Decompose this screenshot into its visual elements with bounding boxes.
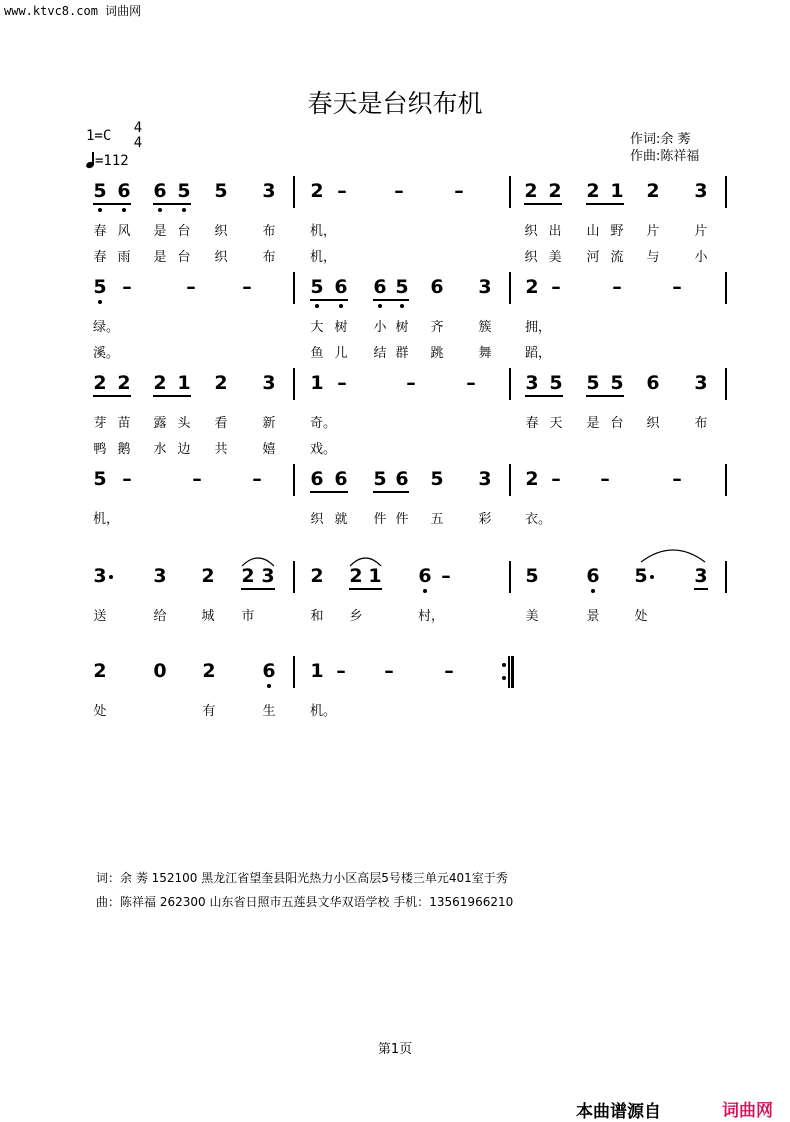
- repeat-dot: [502, 676, 506, 680]
- dash-sustain: –: [600, 468, 610, 490]
- note: 3: [261, 565, 275, 587]
- lyric-char: 结: [373, 346, 387, 361]
- site-logo: 词曲网: [722, 1101, 773, 1121]
- lyric-char: 天: [549, 416, 563, 431]
- note: 5: [177, 180, 191, 202]
- note: 0: [153, 660, 167, 682]
- lyric-char: 戏。: [309, 442, 337, 457]
- time-signature: [132, 121, 144, 151]
- lyric-char: 衣。: [524, 512, 552, 527]
- lyric-char: 处: [93, 704, 107, 719]
- note: 2: [646, 180, 660, 202]
- lyric-char: 共: [214, 442, 228, 457]
- lyric-char: 件: [373, 512, 387, 527]
- low-octave-dot: [378, 304, 382, 308]
- barline: [725, 176, 727, 208]
- augmentation-dot: [650, 575, 654, 579]
- beam-line: [93, 203, 131, 205]
- lyric-char: 大: [310, 320, 324, 335]
- lyric-char: 鸭: [93, 442, 107, 457]
- lyric-char: 新: [262, 416, 276, 431]
- beam-line: [524, 203, 562, 205]
- dash-sustain: –: [672, 276, 682, 298]
- lyric-char: 溪。: [92, 346, 120, 361]
- key-signature: 1=C: [86, 128, 112, 144]
- barline: [509, 368, 511, 400]
- page-number: 第1页: [377, 1042, 413, 1057]
- note: 6: [586, 565, 600, 587]
- song-title: 春天是台织布机: [307, 89, 483, 118]
- lyric-char: 台: [610, 416, 624, 431]
- note: 5: [214, 180, 228, 202]
- low-octave-dot: [400, 304, 404, 308]
- augmentation-dot: [109, 575, 113, 579]
- note: 3: [525, 372, 539, 394]
- barline: [293, 561, 295, 593]
- lyric-char: 蹈，: [524, 346, 552, 361]
- tempo-marking: [86, 152, 129, 169]
- note: 5: [93, 276, 107, 298]
- lyric-char: 乡: [349, 609, 363, 624]
- dash-sustain: –: [466, 372, 476, 394]
- note: 3: [478, 468, 492, 490]
- note: 2: [310, 565, 324, 587]
- slur-tie: [348, 556, 383, 568]
- note: 6: [334, 276, 348, 298]
- note: 5: [93, 468, 107, 490]
- lyric-char: 城: [201, 609, 215, 624]
- lyricist-credit: 作词:余 莠: [630, 132, 691, 147]
- beam-line: [241, 588, 275, 590]
- note: 3: [262, 180, 276, 202]
- time-signature-numerator: 4: [133, 120, 143, 136]
- note: 3: [694, 180, 708, 202]
- note: 1: [368, 565, 382, 587]
- quarter-note-icon: [86, 152, 95, 168]
- barline: [293, 464, 295, 496]
- note: 6: [395, 468, 409, 490]
- note: 2: [310, 180, 324, 202]
- barline: [725, 561, 727, 593]
- note: 2: [93, 660, 107, 682]
- lyric-char: 生: [262, 704, 276, 719]
- dash-sustain: –: [384, 660, 394, 682]
- lyric-char: 小: [373, 320, 387, 335]
- note: 2: [586, 180, 600, 202]
- note: 6: [310, 468, 324, 490]
- note: 6: [430, 276, 444, 298]
- time-signature-denominator: 4: [133, 135, 143, 151]
- lyric-char: 机，: [92, 512, 120, 527]
- barline: [725, 368, 727, 400]
- note: 5: [310, 276, 324, 298]
- source-label: 本曲谱源自: [576, 1102, 661, 1122]
- dash-sustain: –: [122, 468, 132, 490]
- lyric-char: 村，: [417, 609, 445, 624]
- note: 6: [334, 468, 348, 490]
- lyric-char: 台: [177, 250, 191, 265]
- barline: [509, 272, 511, 304]
- dash-sustain: –: [551, 468, 561, 490]
- lyric-char: 鹅: [117, 442, 131, 457]
- lyric-char: 彩: [478, 512, 492, 527]
- lyric-char: 织: [310, 512, 324, 527]
- dash-sustain: –: [672, 468, 682, 490]
- repeat-dot: [502, 663, 506, 667]
- barline: [293, 656, 295, 688]
- beam-line: [310, 491, 348, 493]
- note: 5: [610, 372, 624, 394]
- lyric-char: 山: [586, 224, 600, 239]
- note: 3: [262, 372, 276, 394]
- lyric-char: 机，: [309, 224, 337, 239]
- beam-line: [349, 588, 382, 590]
- barline: [293, 272, 295, 304]
- lyric-char: 看: [214, 416, 228, 431]
- note: 2: [525, 468, 539, 490]
- note: 2: [214, 372, 228, 394]
- beam-line: [153, 203, 191, 205]
- lyric-char: 台: [177, 224, 191, 239]
- dash-sustain: –: [186, 276, 196, 298]
- dash-sustain: –: [441, 565, 451, 587]
- note: 5: [395, 276, 409, 298]
- lyric-char: 机，: [309, 250, 337, 265]
- note: 1: [310, 660, 324, 682]
- lyric-char: 织: [524, 250, 538, 265]
- lyric-char: 织: [524, 224, 538, 239]
- note: 5: [634, 565, 648, 587]
- note: 6: [373, 276, 387, 298]
- lyric-char: 织: [214, 250, 228, 265]
- lyric-char: 市: [241, 609, 255, 624]
- lyric-char: 露: [153, 416, 167, 431]
- lyric-char: 春: [93, 224, 107, 239]
- dash-sustain: –: [337, 180, 347, 202]
- note: 5: [586, 372, 600, 394]
- lyric-char: 出: [548, 224, 562, 239]
- tempo-value: =112: [95, 153, 129, 169]
- beam-line: [694, 588, 708, 590]
- note: 3: [694, 565, 708, 587]
- lyric-char: 簇: [478, 320, 492, 335]
- lyric-char: 布: [694, 416, 708, 431]
- note: 1: [610, 180, 624, 202]
- lyric-char: 布: [262, 250, 276, 265]
- low-octave-dot: [591, 589, 595, 593]
- lyric-char: 有: [202, 704, 216, 719]
- lyric-char: 嬉: [262, 442, 276, 457]
- lyric-char: 河: [586, 250, 600, 265]
- footer-composer-info: 曲：陈祥福 262300 山东省日照市五莲县文华双语学校 手机：13561966210: [96, 895, 514, 909]
- note: 6: [262, 660, 276, 682]
- note: 2: [349, 565, 363, 587]
- lyric-char: 片: [646, 224, 660, 239]
- lyric-char: 树: [395, 320, 409, 335]
- note: 5: [373, 468, 387, 490]
- note: 3: [478, 276, 492, 298]
- lyric-char: 边: [177, 442, 191, 457]
- lyric-char: 景: [586, 609, 600, 624]
- note: 6: [117, 180, 131, 202]
- dash-sustain: –: [394, 180, 404, 202]
- note: 1: [310, 372, 324, 394]
- barline: [293, 176, 295, 208]
- beam-line: [153, 395, 191, 397]
- footer-lyricist-info: 词：余 莠 152100 黑龙江省望奎县阳光热力小区高层5号楼三单元401室于秀: [96, 871, 508, 885]
- dash-sustain: –: [192, 468, 202, 490]
- note: 2: [241, 565, 255, 587]
- low-octave-dot: [98, 208, 102, 212]
- lyric-char: 织: [214, 224, 228, 239]
- beam-line: [93, 395, 131, 397]
- slur-tie: [639, 548, 707, 564]
- barline: [509, 464, 511, 496]
- lyric-char: 舞: [478, 346, 492, 361]
- lyric-char: 给: [153, 609, 167, 624]
- lyric-char: 儿: [334, 346, 348, 361]
- lyric-char: 片: [694, 224, 708, 239]
- lyric-char: 水: [153, 442, 167, 457]
- note: 3: [694, 372, 708, 394]
- final-barline-thin: [508, 656, 510, 688]
- dash-sustain: –: [242, 276, 252, 298]
- lyric-char: 件: [395, 512, 409, 527]
- lyric-char: 拥，: [524, 320, 552, 335]
- lyric-char: 鱼: [310, 346, 324, 361]
- note: 2: [548, 180, 562, 202]
- note: 3: [93, 565, 107, 587]
- lyric-char: 春: [93, 250, 107, 265]
- low-octave-dot: [423, 589, 427, 593]
- note: 5: [430, 468, 444, 490]
- lyric-char: 美: [548, 250, 562, 265]
- lyric-char: 五: [430, 512, 444, 527]
- lyric-char: 送: [93, 609, 107, 624]
- lyric-char: 流: [610, 250, 624, 265]
- low-octave-dot: [315, 304, 319, 308]
- note: 5: [93, 180, 107, 202]
- note: 2: [525, 276, 539, 298]
- lyric-char: 奇。: [309, 416, 337, 431]
- dash-sustain: –: [454, 180, 464, 202]
- lyric-char: 齐: [430, 320, 444, 335]
- note: 1: [177, 372, 191, 394]
- lyric-char: 风: [117, 224, 131, 239]
- barline: [725, 272, 727, 304]
- lyric-char: 布: [262, 224, 276, 239]
- barline: [509, 176, 511, 208]
- lyric-char: 就: [334, 512, 348, 527]
- beam-line: [373, 299, 409, 301]
- note: 6: [418, 565, 432, 587]
- dash-sustain: –: [337, 372, 347, 394]
- lyric-char: 处: [634, 609, 648, 624]
- beam-line: [373, 491, 409, 493]
- note: 2: [93, 372, 107, 394]
- note: 6: [153, 180, 167, 202]
- dash-sustain: –: [252, 468, 262, 490]
- lyric-char: 织: [646, 416, 660, 431]
- slur-tie: [240, 556, 276, 568]
- note: 5: [525, 565, 539, 587]
- low-octave-dot: [339, 304, 343, 308]
- dash-sustain: –: [406, 372, 416, 394]
- lyric-char: 头: [177, 416, 191, 431]
- beam-line: [525, 395, 563, 397]
- watermark: www.ktvc8.com 词曲网: [4, 4, 142, 18]
- beam-line: [586, 395, 624, 397]
- lyric-char: 群: [395, 346, 409, 361]
- barline: [725, 464, 727, 496]
- lyric-char: 是: [153, 250, 167, 265]
- note: 2: [117, 372, 131, 394]
- low-octave-dot: [98, 300, 102, 304]
- barline: [509, 561, 511, 593]
- dash-sustain: –: [122, 276, 132, 298]
- note: 2: [524, 180, 538, 202]
- lyric-char: 苗: [117, 416, 131, 431]
- dash-sustain: –: [612, 276, 622, 298]
- lyric-char: 春: [525, 416, 539, 431]
- lyric-char: 美: [525, 609, 539, 624]
- low-octave-dot: [122, 208, 126, 212]
- dash-sustain: –: [444, 660, 454, 682]
- lyric-char: 绿。: [92, 320, 120, 335]
- low-octave-dot: [267, 684, 271, 688]
- note: 2: [201, 565, 215, 587]
- note: 6: [646, 372, 660, 394]
- final-barline-thick: [511, 656, 514, 688]
- lyric-char: 是: [586, 416, 600, 431]
- note: 3: [153, 565, 167, 587]
- lyric-char: 芽: [93, 416, 107, 431]
- lyric-char: 跳: [430, 346, 444, 361]
- lyric-char: 是: [153, 224, 167, 239]
- low-octave-dot: [182, 208, 186, 212]
- low-octave-dot: [158, 208, 162, 212]
- lyric-char: 野: [610, 224, 624, 239]
- lyric-char: 与: [646, 250, 660, 265]
- note: 5: [549, 372, 563, 394]
- beam-line: [586, 203, 624, 205]
- dash-sustain: –: [336, 660, 346, 682]
- note: 2: [153, 372, 167, 394]
- composer-credit: 作曲:陈祥福: [630, 149, 700, 164]
- lyric-char: 机。: [309, 704, 337, 719]
- lyric-char: 和: [310, 609, 324, 624]
- lyric-char: 小: [694, 250, 708, 265]
- lyric-char: 雨: [117, 250, 131, 265]
- dash-sustain: –: [551, 276, 561, 298]
- barline: [293, 368, 295, 400]
- note: 2: [202, 660, 216, 682]
- beam-line: [310, 299, 348, 301]
- lyric-char: 树: [334, 320, 348, 335]
